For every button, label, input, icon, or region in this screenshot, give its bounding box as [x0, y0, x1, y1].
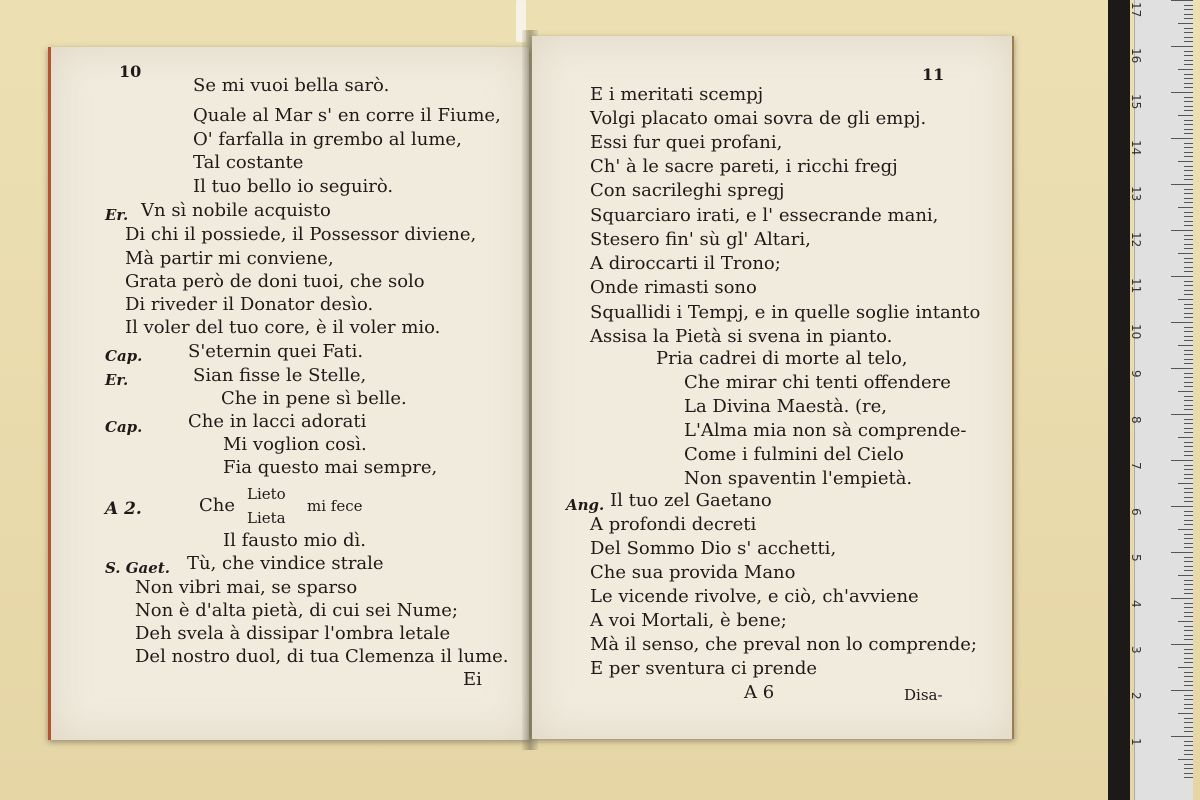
ruler-tick	[1184, 446, 1193, 447]
ruler-tick	[1184, 603, 1193, 604]
text-line: Che in lacci adorati	[188, 411, 367, 432]
ruler-tick	[1178, 299, 1193, 300]
ruler-tick	[1184, 258, 1193, 259]
ruler-tick	[1171, 138, 1193, 139]
ruler-tick	[1184, 557, 1193, 558]
ruler-tick	[1184, 317, 1193, 318]
ruler-number: 11	[1129, 278, 1143, 294]
ruler-tick	[1184, 60, 1193, 61]
ruler-tick	[1184, 18, 1193, 19]
ruler-number: 4	[1129, 600, 1143, 608]
ruler-tick	[1184, 616, 1193, 617]
ruler-tick	[1184, 212, 1193, 213]
ruler-tick	[1171, 690, 1193, 691]
ruler-tick	[1171, 598, 1193, 599]
ruler-tick	[1184, 101, 1193, 102]
ruler-tick	[1184, 635, 1193, 636]
ruler-tick	[1184, 14, 1193, 15]
text-line: Che mirar chi tenti offendere	[684, 372, 951, 393]
ruler-tick	[1184, 405, 1193, 406]
text-line: Il voler del tuo core, è il voler mio.	[125, 317, 441, 338]
ruler-tick	[1184, 37, 1193, 38]
text-line: Del Sommo Dio s' acchetti,	[590, 538, 837, 559]
ruler-tick	[1184, 704, 1193, 705]
text-line: Che sua provida Mano	[590, 562, 796, 583]
ruler-number: 14	[1129, 140, 1143, 156]
ruler-tick	[1184, 695, 1193, 696]
ruler-tick	[1184, 189, 1193, 190]
ruler-tick	[1184, 658, 1193, 659]
text-line: Le vicende rivolve, e ciò, ch'avviene	[590, 586, 919, 607]
ruler-number: 6	[1129, 508, 1143, 516]
text-line: E per sventura ci prende	[590, 658, 818, 679]
text-line: La Divina Maestà. (re,	[684, 396, 888, 417]
ruler-tick	[1178, 713, 1193, 714]
right-page	[532, 36, 1014, 739]
text-line: Tù, che vindice strale	[187, 553, 384, 574]
ruler-tick	[1184, 474, 1193, 475]
ruler-tick	[1184, 166, 1193, 167]
ruler-tick	[1184, 350, 1193, 351]
text-line: Sian fisse le Stelle,	[193, 365, 367, 386]
text-line: Deh svela à dissipar l'ombra letale	[135, 623, 451, 644]
ruler-tick	[1184, 359, 1193, 360]
text-line: A diroccarti il Trono;	[590, 253, 781, 274]
ruler-tick	[1184, 699, 1193, 700]
ruler-tick	[1171, 552, 1193, 553]
ruler-tick	[1184, 501, 1193, 502]
ruler-tick	[1184, 262, 1193, 263]
ruler-tick	[1184, 547, 1193, 548]
ruler-tick	[1178, 575, 1193, 576]
ruler-tick	[1184, 465, 1193, 466]
ruler-tick	[1184, 271, 1193, 272]
ruler-tick	[1184, 74, 1193, 75]
ruler-tick	[1178, 667, 1193, 668]
ruler-tick	[1184, 534, 1193, 535]
text-line: O' farfalla in grembo al lume,	[193, 129, 462, 150]
text-line: E i meritati scempj	[590, 84, 764, 105]
text-line: Onde rimasti sono	[590, 277, 757, 298]
ruler-tick	[1184, 327, 1193, 328]
ruler-number: 8	[1129, 416, 1143, 424]
ruler-tick	[1184, 244, 1193, 245]
ruler-tick	[1184, 147, 1193, 148]
ruler-tick	[1184, 51, 1193, 52]
ruler-tick	[1184, 653, 1193, 654]
ruler-number: 15	[1129, 94, 1143, 110]
ruler-tick	[1178, 207, 1193, 208]
ruler-tick	[1184, 685, 1193, 686]
ruler-tick	[1184, 239, 1193, 240]
text-line: Mà partir mi conviene,	[125, 248, 334, 269]
ruler-tick	[1184, 511, 1193, 512]
ruler-number: 10	[1129, 324, 1143, 340]
ruler-tick	[1184, 566, 1193, 567]
ruler-tick	[1178, 621, 1193, 622]
ruler-tick	[1184, 5, 1193, 6]
ruler-tick	[1184, 451, 1193, 452]
ruler-tick	[1184, 294, 1193, 295]
text-line: Ch' à le sacre pareti, i ricchi fregj	[590, 156, 898, 177]
ruler-tick	[1184, 396, 1193, 397]
ruler-tick	[1184, 478, 1193, 479]
speaker-label: A 2.	[105, 499, 142, 519]
ruler-tick	[1184, 741, 1193, 742]
ruler-tick	[1184, 400, 1193, 401]
text-line: Come i fulmini del Cielo	[684, 444, 904, 465]
ruler-tick	[1184, 520, 1193, 521]
ruler-tick	[1178, 391, 1193, 392]
ruler-tick	[1184, 773, 1193, 774]
ruler-tick	[1184, 722, 1193, 723]
ruler-tick	[1184, 267, 1193, 268]
ruler-tick	[1171, 230, 1193, 231]
ruler-tick	[1184, 133, 1193, 134]
ruler-tick	[1184, 124, 1193, 125]
text-line: A voi Mortali, è bene;	[590, 610, 787, 631]
text-line: L'Alma mia non sà comprende-	[684, 420, 967, 441]
ruler-tick	[1171, 736, 1193, 737]
ruler-tick	[1184, 106, 1193, 107]
ruler-number: 17	[1129, 2, 1143, 18]
ruler-tick	[1178, 345, 1193, 346]
ruler-number: 1	[1129, 738, 1143, 746]
ruler-tick	[1184, 777, 1193, 778]
speaker-label: Cap.	[105, 418, 143, 436]
left-folio: 10	[119, 62, 142, 81]
ruler-tick	[1184, 354, 1193, 355]
ruler-tick	[1184, 708, 1193, 709]
text-line: Mi voglion così.	[223, 434, 367, 455]
ruler-tick	[1184, 202, 1193, 203]
ruler-tick	[1184, 83, 1193, 84]
ruler-tick	[1178, 529, 1193, 530]
text-line: Non è d'alta pietà, di cui sei Nume;	[135, 600, 458, 621]
ruler-number: 12	[1129, 232, 1143, 248]
ruler-tick	[1184, 308, 1193, 309]
ruler-tick	[1184, 55, 1193, 56]
ruler-tick	[1184, 143, 1193, 144]
ruler-tick	[1184, 386, 1193, 387]
text-line: Del nostro duol, di tua Clemenza il lume.	[135, 646, 509, 667]
ruler-tick	[1171, 0, 1193, 1]
speaker-label: S. Gaet.	[105, 559, 170, 577]
ruler-tick	[1184, 561, 1193, 562]
text-line: Mà il senso, che preval non lo comprende;	[590, 634, 977, 655]
text-line: Di chi il possiede, il Possessor diviene,	[125, 224, 477, 245]
ruler-tick	[1171, 644, 1193, 645]
speaker-label: Cap.	[105, 347, 143, 365]
ruler-tick	[1184, 676, 1193, 677]
ruler-tick	[1184, 110, 1193, 111]
text-line: Grata però de doni tuoi, che solo	[125, 271, 425, 292]
text-line: Che in pene sì belle.	[221, 388, 407, 409]
ruler-tick	[1184, 304, 1193, 305]
text-line: Fia questo mai sempre,	[223, 457, 438, 478]
measuring-ruler	[1129, 0, 1193, 800]
ruler-tick	[1184, 718, 1193, 719]
text-line: Stesero fin' sù gl' Altari,	[590, 229, 811, 250]
text-line: Con sacrileghi spregj	[590, 180, 785, 201]
ruler-tick	[1184, 285, 1193, 286]
text-line: Che	[199, 495, 236, 516]
ruler-tick	[1184, 331, 1193, 332]
ruler-tick	[1184, 216, 1193, 217]
ruler-tick	[1184, 488, 1193, 489]
text-line: Il tuo bello io seguirò.	[193, 176, 394, 197]
ruler-tick	[1184, 78, 1193, 79]
ruler-tick	[1184, 235, 1193, 236]
ruler-number: 3	[1129, 646, 1143, 654]
ruler-tick	[1171, 92, 1193, 93]
ruler-tick	[1184, 225, 1193, 226]
text-line: Lieto	[247, 485, 286, 503]
text-line: Non spaventin l'empietà.	[684, 468, 913, 489]
signature-mark: A 6	[744, 682, 775, 703]
ruler-tick	[1171, 46, 1193, 47]
text-line: Pria cadrei di morte al telo,	[656, 348, 908, 369]
ruler-tick	[1171, 322, 1193, 323]
text-line: Quale al Mar s' en corre il Fiume,	[193, 105, 501, 126]
ruler-tick	[1184, 170, 1193, 171]
ruler-tick	[1184, 97, 1193, 98]
right-folio: 11	[922, 65, 945, 84]
ruler-tick	[1178, 253, 1193, 254]
ruler-tick	[1184, 382, 1193, 383]
text-line: Tal costante	[193, 152, 304, 173]
ruler-tick	[1184, 175, 1193, 176]
text-line: Squarciaro irati, e l' essecrande mani,	[590, 205, 939, 226]
ruler-tick	[1184, 662, 1193, 663]
ruler-tick	[1184, 281, 1193, 282]
ruler-tick	[1184, 120, 1193, 121]
ruler-tick	[1184, 672, 1193, 673]
catchword: Ei	[463, 669, 482, 690]
ruler-tick	[1184, 543, 1193, 544]
text-line: Assisa la Pietà si svena in pianto.	[590, 326, 893, 347]
ruler-tick	[1184, 589, 1193, 590]
ruler-tick	[1184, 754, 1193, 755]
ruler-tick	[1184, 492, 1193, 493]
ruler-tick	[1184, 515, 1193, 516]
ruler-number: 9	[1129, 370, 1143, 378]
ruler-tick	[1178, 161, 1193, 162]
ruler-tick	[1184, 584, 1193, 585]
ruler-tick	[1184, 442, 1193, 443]
ruler-tick	[1184, 336, 1193, 337]
ruler-tick	[1184, 455, 1193, 456]
ruler-tick	[1184, 630, 1193, 631]
ruler-tick	[1178, 23, 1193, 24]
ruler-tick	[1184, 497, 1193, 498]
ruler-tick	[1184, 290, 1193, 291]
text-line: mi fece	[307, 497, 363, 515]
ruler-tick	[1184, 41, 1193, 42]
ruler-tick	[1184, 768, 1193, 769]
speaker-label: Ang.	[566, 496, 605, 514]
ruler-tick	[1178, 115, 1193, 116]
ruler-tick	[1184, 639, 1193, 640]
ruler-tick	[1184, 313, 1193, 314]
ruler-tick	[1178, 437, 1193, 438]
speaker-label: Er.	[105, 206, 129, 224]
text-line: A profondi decreti	[590, 514, 757, 535]
ruler-tick	[1184, 377, 1193, 378]
ruler-tick	[1184, 524, 1193, 525]
ruler-tick	[1184, 248, 1193, 249]
text-line: Il tuo zel Gaetano	[610, 490, 772, 511]
ruler-tick	[1184, 764, 1193, 765]
ruler-tick	[1184, 731, 1193, 732]
text-line: Vn sì nobile acquisto	[141, 200, 331, 221]
ruler-tick	[1184, 745, 1193, 746]
ruler-number: 13	[1129, 186, 1143, 202]
ruler-tick	[1184, 152, 1193, 153]
text-line: Non vibri mai, se sparso	[135, 577, 358, 598]
ruler-tick	[1184, 373, 1193, 374]
ruler-tick	[1184, 469, 1193, 470]
ruler-tick	[1184, 428, 1193, 429]
ruler-tick	[1184, 538, 1193, 539]
ruler-tick	[1184, 9, 1193, 10]
ruler-number: 2	[1129, 692, 1143, 700]
ruler-tick	[1184, 129, 1193, 130]
ruler-number: 5	[1129, 554, 1143, 562]
ruler-tick	[1184, 156, 1193, 157]
ruler-tick	[1171, 506, 1193, 507]
ruler-tick	[1184, 87, 1193, 88]
ruler-tick	[1184, 64, 1193, 65]
ruler-tick	[1178, 759, 1193, 760]
ruler-tick	[1184, 221, 1193, 222]
ruler-tick	[1184, 423, 1193, 424]
ruler-number: 16	[1129, 48, 1143, 64]
dark-mat-strip	[1108, 0, 1130, 800]
ruler-tick	[1184, 340, 1193, 341]
ruler-tick	[1184, 593, 1193, 594]
ruler-number: 7	[1129, 462, 1143, 470]
ruler-tick	[1184, 179, 1193, 180]
ruler-tick	[1171, 184, 1193, 185]
ruler-tick	[1171, 460, 1193, 461]
text-line: Se mi vuoi bella sarò.	[193, 75, 390, 96]
text-line: Il fausto mio dì.	[223, 530, 366, 551]
ruler-tick	[1184, 727, 1193, 728]
ruler-tick	[1184, 409, 1193, 410]
ruler-tick	[1184, 432, 1193, 433]
ruler-tick	[1184, 681, 1193, 682]
ruler-tick	[1184, 612, 1193, 613]
text-line: Volgi placato omai sovra de gli empj.	[590, 108, 927, 129]
text-line: Essi fur quei profani,	[590, 132, 783, 153]
text-line: S'eternin quei Fati.	[188, 341, 364, 362]
ruler-tick	[1184, 570, 1193, 571]
text-line: Lieta	[247, 509, 286, 527]
ruler-tick	[1184, 28, 1193, 29]
ruler-tick	[1184, 363, 1193, 364]
speaker-label: Er.	[105, 371, 129, 389]
ruler-tick	[1171, 368, 1193, 369]
ruler-tick	[1184, 626, 1193, 627]
ruler-tick	[1184, 193, 1193, 194]
text-line: Squallidi i Tempj, e in quelle soglie intanto	[590, 302, 981, 323]
ruler-tick	[1184, 419, 1193, 420]
ruler-tick	[1184, 649, 1193, 650]
ruler-tick	[1171, 276, 1193, 277]
ruler-tick	[1178, 69, 1193, 70]
ruler-tick	[1184, 580, 1193, 581]
ruler-tick	[1184, 750, 1193, 751]
text-line: Di riveder il Donator desìo.	[125, 294, 374, 315]
ruler-tick	[1184, 198, 1193, 199]
ruler-tick	[1184, 607, 1193, 608]
ruler-tick	[1178, 483, 1193, 484]
ruler-tick	[1184, 32, 1193, 33]
left-page	[48, 47, 529, 740]
catchword: Disa-	[904, 686, 943, 704]
ruler-tick	[1171, 414, 1193, 415]
